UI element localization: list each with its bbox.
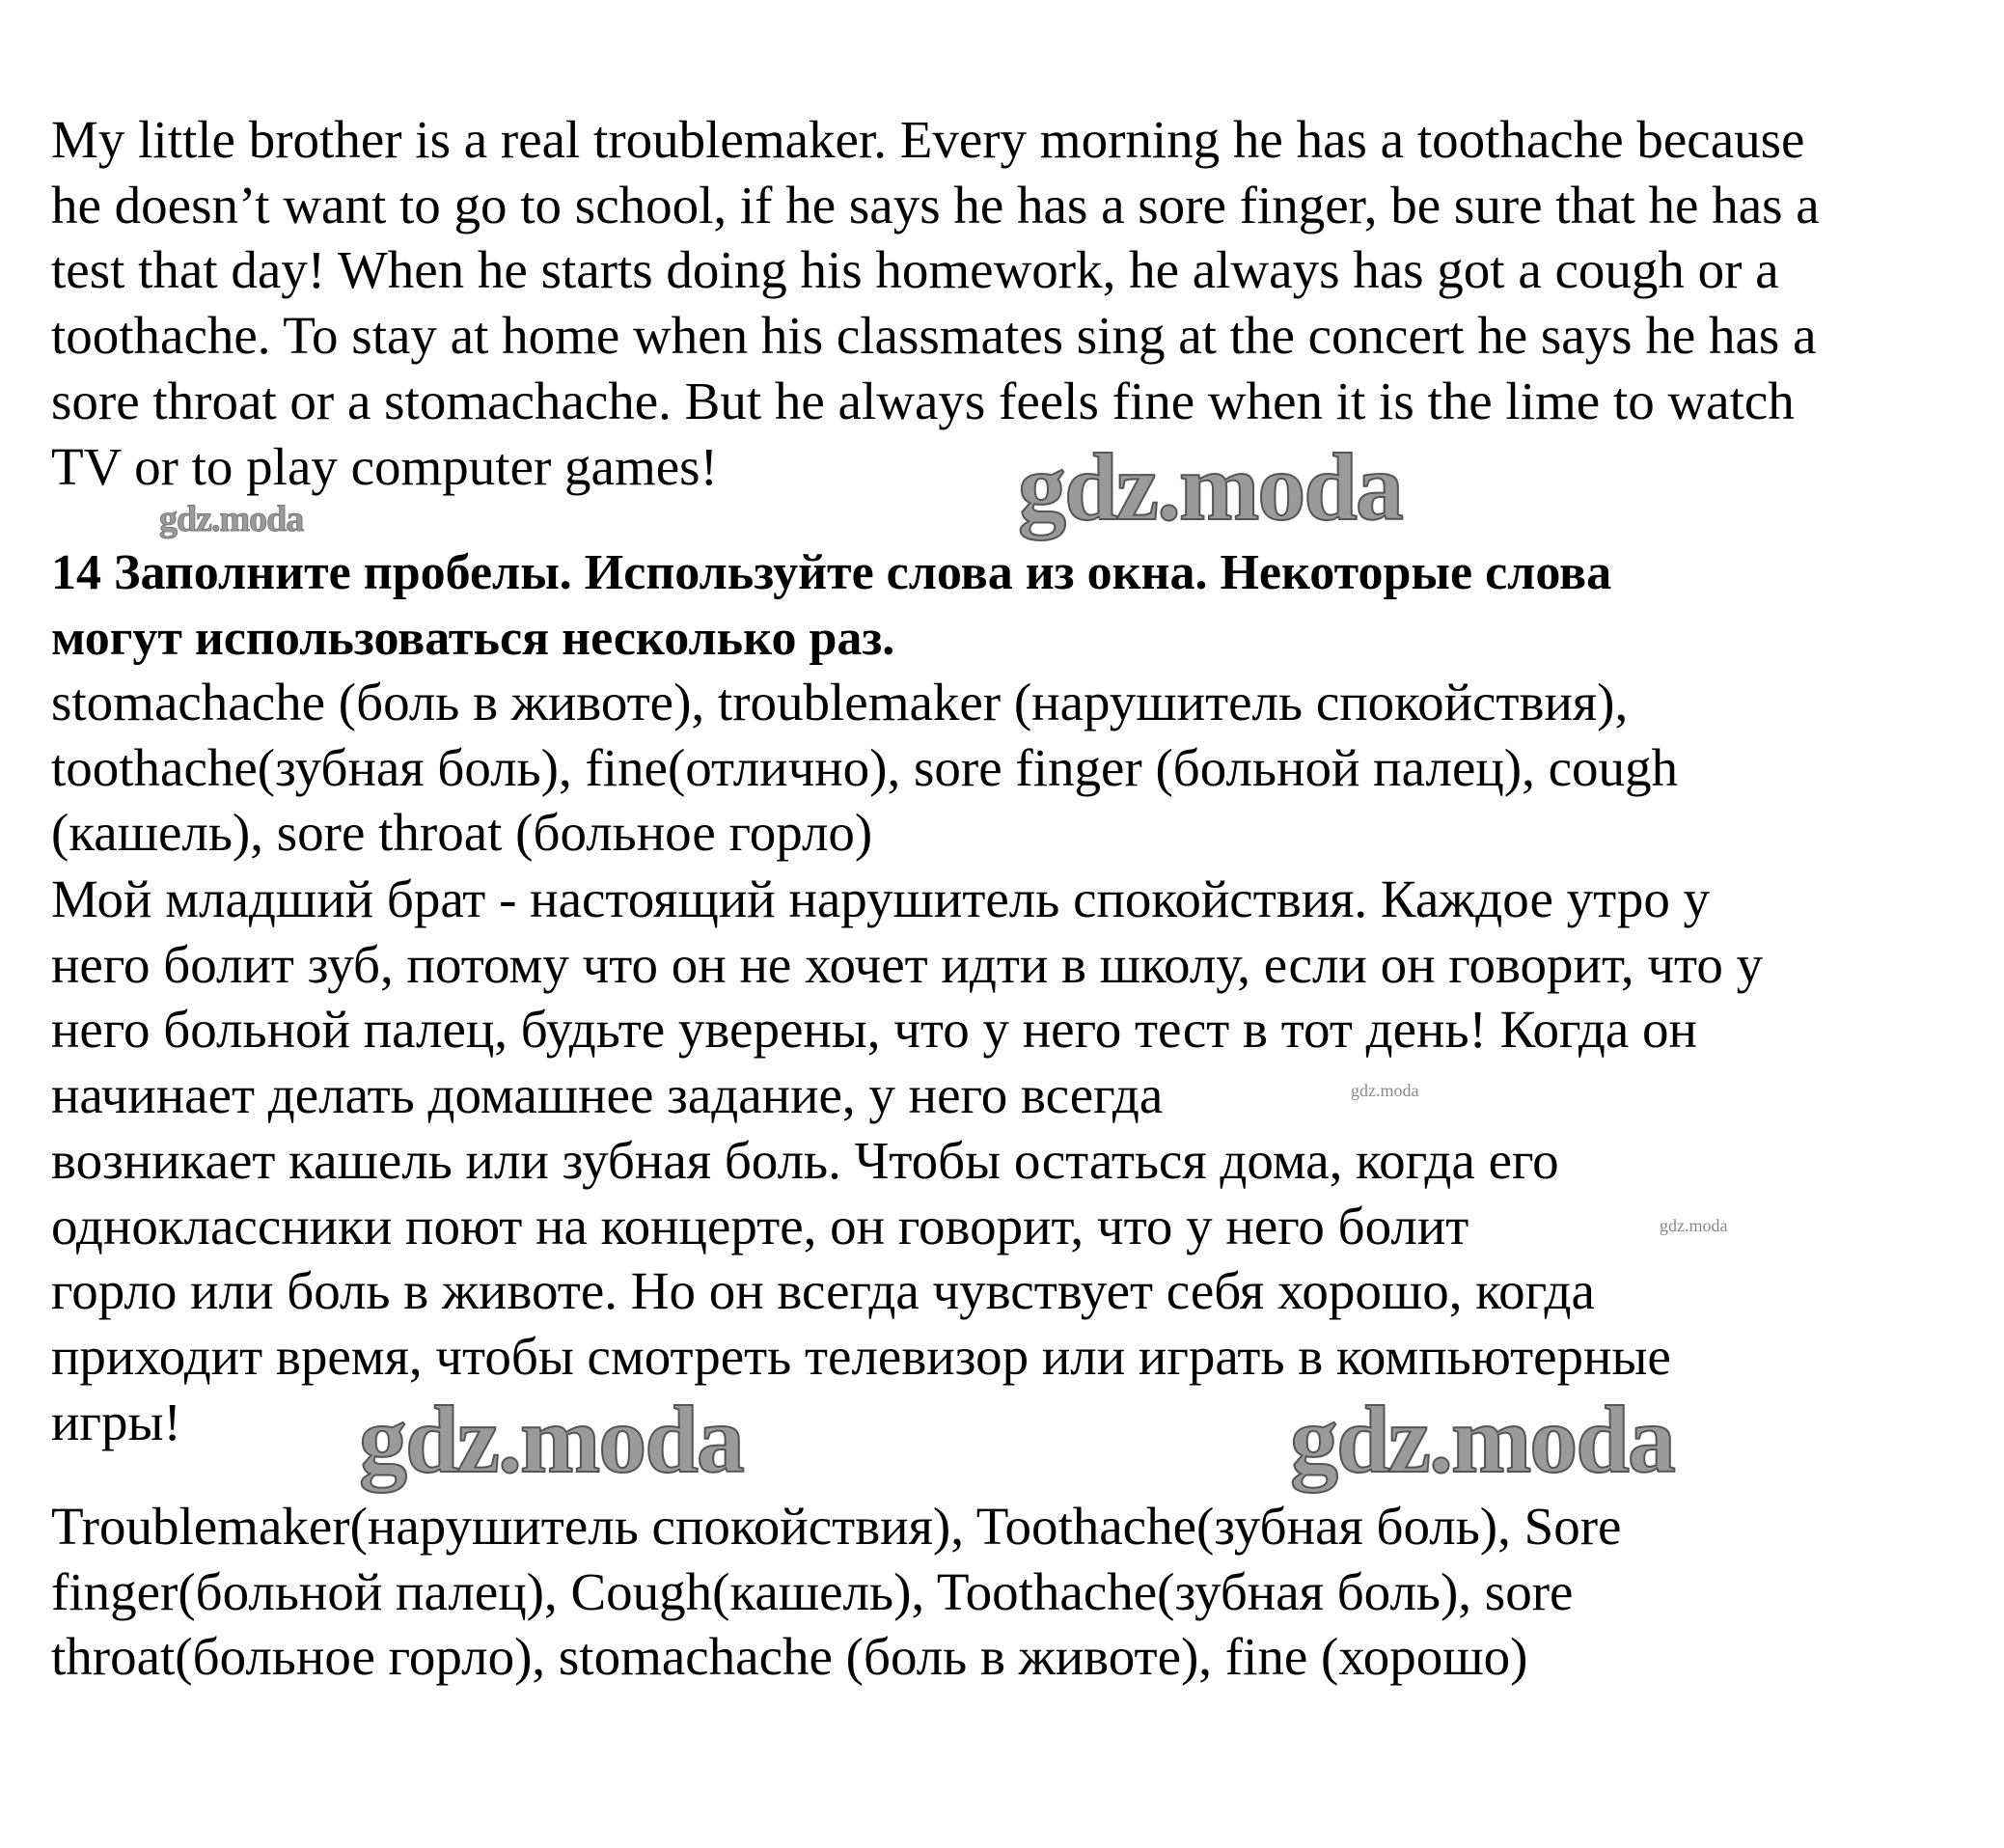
text-line: него больной палец, будьте уверены, что у него тест в тот день! Когда он [51, 1000, 1697, 1060]
answers-paragraph [51, 1494, 1621, 1690]
heading-line: 14 Заполните пробелы. Используйте слова из окна. Некоторые слова [51, 545, 1612, 600]
text-line: Мой младший брат - настоящий нарушитель спокойствия. Каждое утро у [51, 869, 1711, 928]
watermark: gdz.moda [159, 499, 304, 539]
text-line: test that day! When he starts doing his homework, he always has got a cough or a [51, 240, 1779, 300]
text-line: одноклассники поют на концерте, он говорит, что у него болит [51, 1196, 1469, 1255]
watermark: gdz.moda [1018, 433, 1402, 540]
russian-paragraph [51, 867, 1763, 1454]
text-line: throat(больное горло), stomachache (боль в животе), fine (хорошо) [51, 1627, 1528, 1687]
text-line: sore throat or a stomachache. But he always feels fine when it is the lime to watch [51, 371, 1795, 430]
text-line: stomachache (боль в животе), troublemaker (нарушитель спокойствия), [51, 673, 1629, 731]
watermark: gdz.moda [1351, 1081, 1419, 1100]
watermark: gdz.moda [359, 1386, 743, 1493]
text-line: приходит время, чтобы смотреть телевизор или играть в компьютерные [51, 1326, 1671, 1386]
text-line: (кашель), sore throat (больное горло) [51, 803, 873, 863]
exercise-heading [51, 540, 1611, 671]
text-line: he doesn’t want to go to school, if he says he has a sore finger, be sure that he has a [51, 175, 1820, 234]
text-line: My little brother is a real troublemaker. Every morning he has a toothache because [51, 110, 1805, 169]
text-line: toothache. To stay at home when his classmates sing at the concert he says he has a [51, 306, 1817, 366]
text-line: него болит зуб, потому что он не хочет идти в школу, если он говорит, что у [51, 934, 1764, 994]
english-paragraph [51, 107, 1820, 499]
word-box [51, 670, 1678, 866]
watermark: gdz.moda [1660, 1216, 1728, 1235]
heading-line: могут использоваться несколько раз. [51, 610, 895, 666]
text-line: возникает кашель или зубная боль. Чтобы остаться дома, когда его [51, 1130, 1559, 1190]
text-line: игры! [51, 1392, 181, 1451]
text-line: начинает делать домашнее задание, у него всегда [51, 1065, 1164, 1125]
text-line: finger(больной палец), Cough(кашель), Toothache(зубная боль), sore [51, 1561, 1574, 1621]
text-line: горло или боль в животе. Но он всегда чувствует себя хорошо, когда [51, 1261, 1595, 1321]
text-line: toothache(зубная боль), fine(отлично), sore finger (больной палец), cough [51, 737, 1679, 797]
text-line: TV or to play computer games! [51, 436, 718, 496]
watermark: gdz.moda [1290, 1386, 1674, 1493]
text-line: Troublemaker(нарушитель спокойствия), Toothache(зубная боль), Sore [51, 1497, 1622, 1556]
